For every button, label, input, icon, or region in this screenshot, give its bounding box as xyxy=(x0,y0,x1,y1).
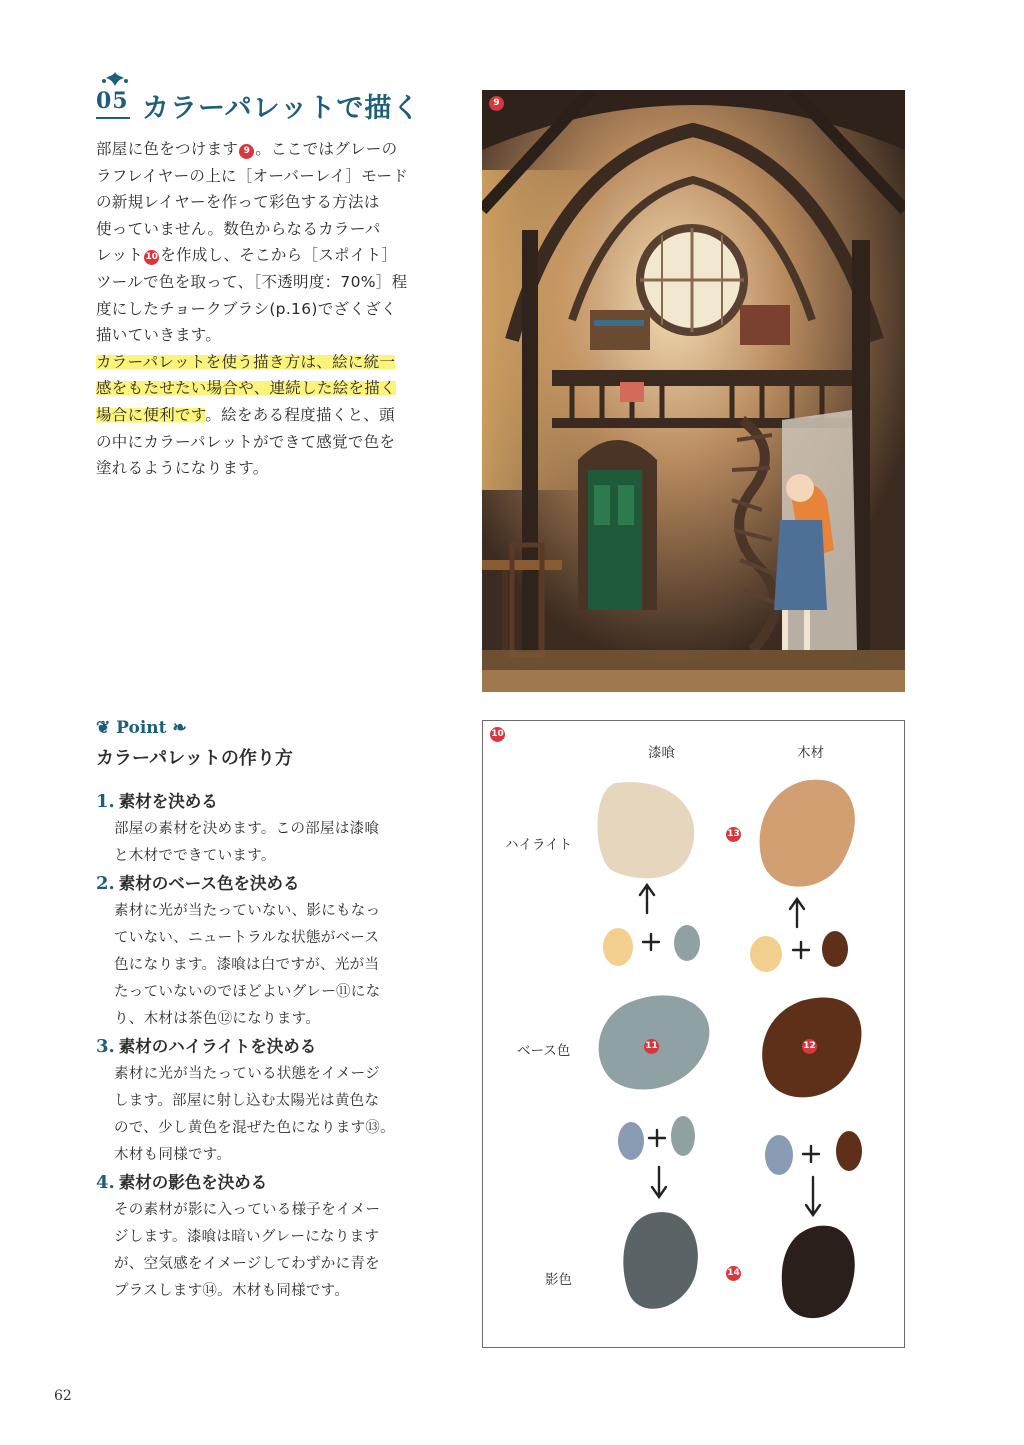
ref-badge-13: 13 xyxy=(726,827,741,842)
row-label-highlight: ハイライト xyxy=(505,837,573,853)
scroll-right-icon: ❧ xyxy=(172,718,187,738)
plus-icon xyxy=(643,934,809,958)
intro-line: 使っていません。数色からなるカラーパ xyxy=(96,219,381,238)
intro-line: の中にカラーパレットができて感覚で色を xyxy=(96,432,396,451)
highlight-line: カラーパレットを使う描き方は、絵に統一 xyxy=(96,352,396,371)
step-number: 2. xyxy=(96,873,115,894)
step-1 xyxy=(96,788,426,870)
wood-shadow-swatch xyxy=(782,1226,855,1319)
scroll-left-icon: ❦ xyxy=(96,718,111,738)
page-number: 62 xyxy=(54,1388,72,1404)
step-line: 木材も同様です。 xyxy=(114,1147,232,1163)
grey-mix-swatch xyxy=(671,1116,695,1156)
intro-line: ラフレイヤーの上に［オーバーレイ］モード xyxy=(96,166,409,185)
point-heading: ❦ Point ❧ xyxy=(96,718,187,738)
intro-line: ツールで色を取って、［不透明度：70%］程 xyxy=(96,272,408,291)
step-line: り、木材は茶色⑫になります。 xyxy=(114,1011,321,1027)
step-title: 素材のハイライトを決める xyxy=(118,1037,317,1056)
intro-line: の新規レイヤーを作って彩色する方法は xyxy=(96,193,380,212)
ref-badge-14: 14 xyxy=(726,1266,741,1281)
ornament-icon xyxy=(100,70,130,88)
yellow-mix-swatch xyxy=(750,936,782,972)
highlight-line: 場合に便利です。絵をある程度描くと、頭 xyxy=(96,405,395,424)
step-line: たっていないのでほどよいグレー⑪にな xyxy=(114,984,381,1000)
steps-list xyxy=(96,788,426,1305)
wood-highlight-swatch xyxy=(760,780,855,887)
row-label-shadow: 影色 xyxy=(545,1272,572,1288)
plaster-shadow-swatch xyxy=(623,1212,698,1309)
highlight-line: 感をもたせたい場合や、連続した絵を描く xyxy=(96,379,396,398)
intro-line: レット 10 を作成し、そこから［スポイト］ xyxy=(96,246,398,265)
step-line: します。部屋に射し込む太陽光は黄色な xyxy=(114,1093,380,1109)
brown-mix-swatch xyxy=(836,1131,862,1171)
step-line: ジします。漆喰は暗いグレーになります xyxy=(114,1229,380,1245)
ref-badge: 10 xyxy=(144,250,159,265)
step-3 xyxy=(96,1033,426,1169)
step-2 xyxy=(96,870,426,1033)
step-line: プラスします⑭。木材も同様です。 xyxy=(114,1283,350,1299)
figure-10-badge: 10 xyxy=(490,727,505,742)
step-number: 1. xyxy=(96,791,115,812)
column-label-plaster: 漆喰 xyxy=(648,745,675,761)
ref-badge-12: 12 xyxy=(802,1039,817,1054)
step-title: 素材のベース色を決める xyxy=(118,874,300,893)
step-title: 素材の影色を決める xyxy=(118,1173,268,1192)
arrow-up-icon xyxy=(640,885,804,927)
plaster-highlight-swatch xyxy=(598,782,695,878)
grey-mix-swatch xyxy=(674,925,700,961)
step-4 xyxy=(96,1169,426,1305)
step-line: が、空気感をイメージしてわずかに青を xyxy=(114,1256,380,1272)
ref-badge: 9 xyxy=(239,144,254,159)
step-line: 色になります。漆喰は白ですが、光が当 xyxy=(114,957,380,973)
ref-badge-11: 11 xyxy=(644,1039,659,1054)
interior-painting xyxy=(482,90,905,692)
step-number: 3. xyxy=(96,1036,115,1057)
step-number: 4. xyxy=(96,1172,115,1193)
section-number: 05 xyxy=(96,88,129,114)
palette-swatches xyxy=(483,721,904,1347)
row-label-base: ベース色 xyxy=(517,1043,571,1059)
step-line: ていない、ニュートラルな状態がベース xyxy=(114,930,380,946)
intro-line: 部屋に色をつけます 9 。ここではグレーの xyxy=(96,140,398,158)
step-line: ので、少し黄色を混ぜた色になります⑬。 xyxy=(114,1120,395,1136)
figure-9-badge: 9 xyxy=(489,96,504,111)
blue-mix-swatch xyxy=(765,1135,793,1175)
column-label-wood: 木材 xyxy=(797,745,824,761)
yellow-mix-swatch xyxy=(603,928,633,966)
point-title: カラーパレットの作り方 xyxy=(96,748,293,769)
color-palette-diagram xyxy=(482,720,905,1348)
intro-text xyxy=(96,136,418,482)
brown-mix-swatch xyxy=(822,931,848,967)
blue-mix-swatch xyxy=(618,1122,644,1160)
section-number-underline xyxy=(96,117,130,119)
intro-line: 描いていきます。 xyxy=(96,326,222,345)
arrow-down-icon xyxy=(652,1167,820,1215)
section-title: カラーパレットで描く xyxy=(142,93,421,124)
step-line: 素材に光が当たっていない、影にもなっ xyxy=(114,903,381,919)
step-line: 部屋の素材を決めます。この部屋は漆喰 xyxy=(114,821,380,837)
step-line: その素材が影に入っている様子をイメー xyxy=(114,1202,381,1218)
step-line: と木材でできています。 xyxy=(114,848,276,864)
intro-line: 度にしたチョークブラシ(p.16)でざくざく xyxy=(96,299,397,318)
interior-painting-art xyxy=(482,90,905,692)
step-line: 素材に光が当たっている状態をイメージ xyxy=(114,1066,380,1082)
intro-line: 塗れるようになります。 xyxy=(96,459,269,478)
step-title: 素材を決める xyxy=(118,792,218,811)
